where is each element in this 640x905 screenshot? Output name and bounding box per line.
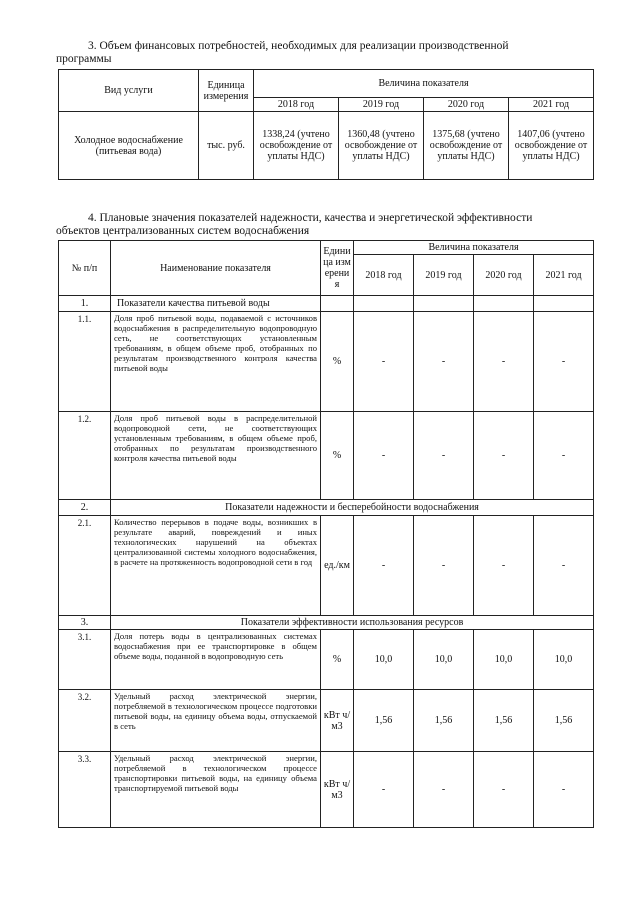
unit-cell: % bbox=[321, 312, 354, 412]
unit-cell: % bbox=[321, 412, 354, 500]
section3-heading-line1: 3. Объем финансовых потребностей, необходимых для реализации производственной bbox=[88, 40, 509, 52]
value-cell: - bbox=[474, 516, 534, 616]
value-cell: - bbox=[354, 516, 414, 616]
value-cell: - bbox=[414, 412, 474, 500]
section-title: Показатели надежности и бесперебойности водоснабжения bbox=[111, 500, 594, 516]
value-cell: 1360,48 (учтено освобождение от уплаты НДС) bbox=[339, 112, 424, 180]
unit-cell: % bbox=[321, 630, 354, 690]
value-cell: - bbox=[534, 516, 594, 616]
section4-heading-line2: объектов централизованных систем водоснабжения bbox=[56, 225, 310, 237]
value-cell: - bbox=[414, 752, 474, 828]
service-name: Холодное водоснабжение (питьевая вода) bbox=[59, 112, 199, 180]
value-cell: - bbox=[354, 412, 414, 500]
value-cell: 1,56 bbox=[354, 690, 414, 752]
value-cell: 1338,24 (учтено освобождение от уплаты НДС) bbox=[254, 112, 339, 180]
row-num: 3.2. bbox=[59, 690, 111, 752]
col-header-num: № п/п bbox=[59, 241, 111, 296]
year-header: 2019 год bbox=[339, 98, 424, 112]
col-header-name: Наименование показателя bbox=[111, 241, 321, 296]
unit-cell: ед./км bbox=[321, 516, 354, 616]
indicators-table bbox=[58, 240, 594, 828]
row-num: 3.3. bbox=[59, 752, 111, 828]
section4-heading-line1: 4. Плановые значения показателей надежности, качества и энергетической эффективности bbox=[88, 212, 533, 224]
year-header: 2020 год bbox=[424, 98, 509, 112]
col-header-unit: Единица измерения bbox=[321, 241, 354, 296]
year-header: 2019 год bbox=[414, 255, 474, 296]
year-header: 2021 год bbox=[509, 98, 594, 112]
unit-cell: тыс. руб. bbox=[199, 112, 254, 180]
col-header-value: Величина показателя bbox=[254, 70, 594, 98]
indicator-name: Удельный расход электрической энергии, потребляемой в технологическом процессе транспортировки питьевой воды, на единицу объема транспортируемой питьевой воды bbox=[111, 752, 321, 828]
value-cell: 1,56 bbox=[534, 690, 594, 752]
col-header-service: Вид услуги bbox=[59, 70, 199, 112]
section-title: Показатели эффективности использования ресурсов bbox=[111, 616, 594, 630]
value-cell: - bbox=[474, 752, 534, 828]
value-cell: 1,56 bbox=[414, 690, 474, 752]
value-cell: 10,0 bbox=[534, 630, 594, 690]
value-cell: 1375,68 (учтено освобождение от уплаты НДС) bbox=[424, 112, 509, 180]
row-num: 1.1. bbox=[59, 312, 111, 412]
section-title: Показатели качества питьевой воды bbox=[111, 296, 321, 312]
indicator-name: Количество перерывов в подаче воды, возникших в результате аварий, повреждений и иных технологических нарушений на объектах централизованной системы холодного водоснабжения, в расчете на протяженность водопроводной сети в год bbox=[111, 516, 321, 616]
value-cell: 10,0 bbox=[354, 630, 414, 690]
value-cell: - bbox=[414, 312, 474, 412]
value-cell: - bbox=[474, 312, 534, 412]
year-header: 2018 год bbox=[254, 98, 339, 112]
section-num: 1. bbox=[59, 296, 111, 312]
value-cell: - bbox=[414, 516, 474, 616]
value-cell: - bbox=[534, 312, 594, 412]
value-cell: 1,56 bbox=[474, 690, 534, 752]
year-header: 2021 год bbox=[534, 255, 594, 296]
year-header: 2018 год bbox=[354, 255, 414, 296]
financial-needs-table bbox=[58, 69, 594, 180]
value-cell: - bbox=[354, 752, 414, 828]
col-header-unit: Единица измерения bbox=[199, 70, 254, 112]
unit-cell: кВт ч/м3 bbox=[321, 690, 354, 752]
row-num: 2.1. bbox=[59, 516, 111, 616]
indicator-name: Доля проб питьевой воды, подаваемой с источников водоснабжения в распределительную водопроводную сеть, не соответствующих установленным требованиям, в общем объеме проб, отобранных по результатам производственного контроля качества питьевой воды bbox=[111, 312, 321, 412]
value-cell: - bbox=[534, 752, 594, 828]
value-cell: - bbox=[354, 312, 414, 412]
value-cell: - bbox=[534, 412, 594, 500]
indicator-name: Доля потерь воды в централизованных системах водоснабжения при ее транспортировке в общем объеме воды, поданной в водопроводную сеть bbox=[111, 630, 321, 690]
value-cell: 10,0 bbox=[414, 630, 474, 690]
indicator-name: Доля проб питьевой воды в распределительной водопроводной сети, не соответствующих установленным требованиям, в общем объеме проб, отобранных по результатам производственного контроля качества питьевой воды bbox=[111, 412, 321, 500]
value-cell: 10,0 bbox=[474, 630, 534, 690]
value-cell: - bbox=[474, 412, 534, 500]
section3-heading-line2: программы bbox=[56, 53, 112, 65]
section-num: 3. bbox=[59, 616, 111, 630]
value-cell: 1407,06 (учтено освобождение от уплаты НДС) bbox=[509, 112, 594, 180]
section-num: 2. bbox=[59, 500, 111, 516]
year-header: 2020 год bbox=[474, 255, 534, 296]
row-num: 3.1. bbox=[59, 630, 111, 690]
col-header-value: Величина показателя bbox=[354, 241, 594, 255]
unit-cell: кВт ч/м3 bbox=[321, 752, 354, 828]
indicator-name: Удельный расход электрической энергии, потребляемой в технологическом процессе подготовки питьевой воды, на единицу объема воды, отпускаемой в сеть bbox=[111, 690, 321, 752]
row-num: 1.2. bbox=[59, 412, 111, 500]
